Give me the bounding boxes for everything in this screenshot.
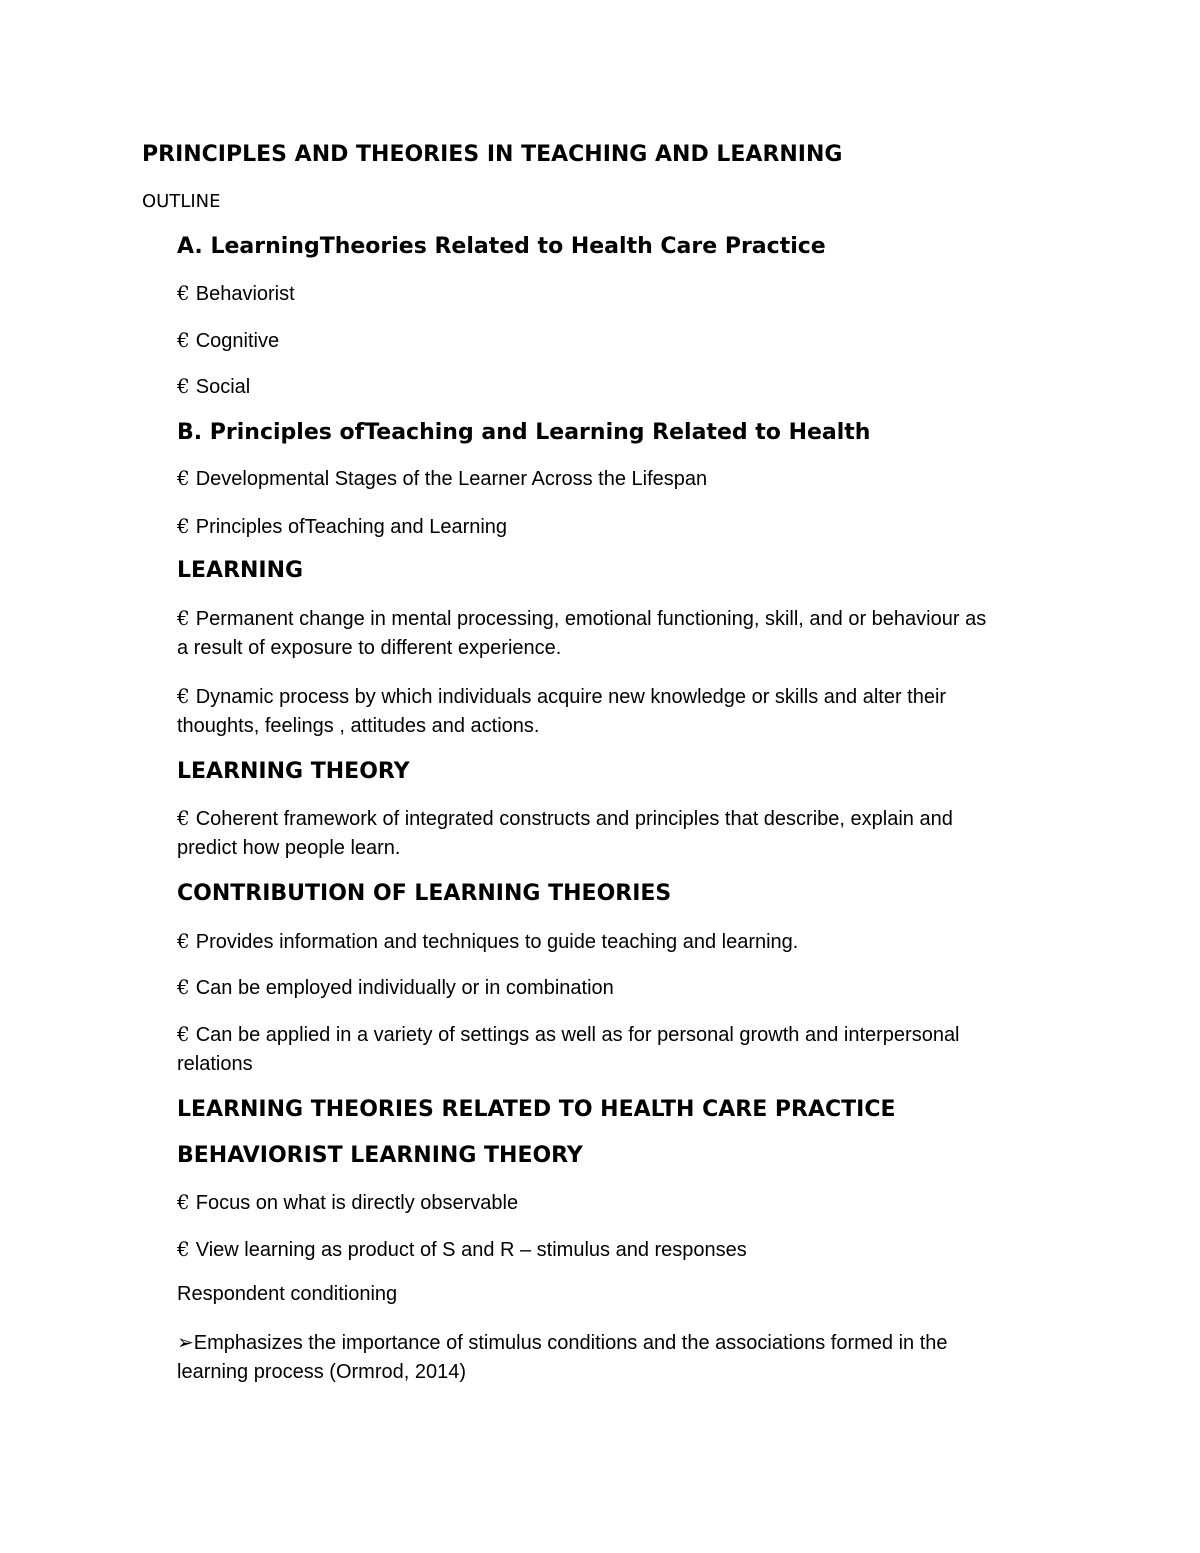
list-item-continuation: a result of exposure to different experience. (177, 637, 562, 659)
arrow-icon: ➢ (177, 1332, 194, 1354)
arrow-item-continuation: learning process (Ormrod, 2014) (177, 1361, 467, 1383)
bullet-icon: € (177, 684, 190, 708)
bullet-icon: € (177, 514, 190, 538)
list-item (177, 1237, 747, 1262)
bullet-icon: € (177, 466, 190, 490)
list-item-text: Focus on what is directly observable (195, 1192, 519, 1214)
list-item (177, 806, 953, 831)
list-item-text: Developmental Stages of the Learner Across the Lifespan (195, 468, 708, 490)
learning-theory-heading: LEARNING THEORY (177, 759, 410, 784)
list-item-text: Can be employed individually or in combination (195, 977, 614, 999)
list-item-text: Cognitive (195, 330, 280, 352)
bullet-icon: € (177, 806, 190, 830)
list-item (177, 374, 250, 399)
bullet-icon: € (177, 975, 190, 999)
related-theories-heading: LEARNING THEORIES RELATED TO HEALTH CARE PRACTICE (177, 1097, 896, 1122)
arrow-item (177, 1330, 948, 1355)
bullet-icon: € (177, 1022, 190, 1046)
list-item (177, 606, 986, 631)
outline-label: OUTLINE (142, 191, 221, 212)
respondent-conditioning-label: Respondent conditioning (177, 1283, 398, 1305)
arrow-item-text: Emphasizes the importance of stimulus conditions and the associations formed in the (193, 1332, 948, 1354)
bullet-icon: € (177, 1237, 190, 1261)
list-item-text: View learning as product of S and R – stimulus and responses (195, 1239, 747, 1261)
list-item-text: Social (195, 376, 251, 398)
list-item-text: Provides information and techniques to guide teaching and learning. (195, 931, 799, 953)
list-item (177, 281, 295, 306)
list-item-text: Dynamic process by which individuals acquire new knowledge or skills and alter their (195, 686, 947, 708)
list-item-continuation: predict how people learn. (177, 837, 401, 859)
document-title: PRINCIPLES AND THEORIES IN TEACHING AND LEARNING (142, 142, 843, 167)
bullet-icon: € (177, 281, 190, 305)
section-a-heading: A. LearningTheories Related to Health Care Practice (177, 234, 826, 259)
list-item (177, 975, 614, 1000)
bullet-icon: € (177, 929, 190, 953)
list-item-text: Can be applied in a variety of settings as well as for personal growth and interpersonal (195, 1024, 960, 1046)
learning-heading: LEARNING (177, 558, 304, 583)
list-item-text: Coherent framework of integrated constructs and principles that describe, explain and (195, 808, 953, 830)
list-item (177, 466, 707, 491)
list-item-continuation: thoughts, feelings , attitudes and actions. (177, 715, 540, 737)
section-b-heading: B. Principles ofTeaching and Learning Related to Health (177, 420, 871, 445)
bullet-icon: € (177, 606, 190, 630)
list-item (177, 1190, 518, 1215)
list-item (177, 684, 946, 709)
list-item (177, 328, 279, 353)
list-item (177, 514, 507, 539)
contribution-heading: CONTRIBUTION OF LEARNING THEORIES (177, 881, 672, 906)
list-item-text: Principles ofTeaching and Learning (195, 516, 508, 538)
list-item-text: Permanent change in mental processing, emotional functioning, skill, and or behaviour as (195, 608, 987, 630)
list-item-continuation: relations (177, 1053, 253, 1075)
bullet-icon: € (177, 1190, 190, 1214)
bullet-icon: € (177, 374, 190, 398)
behaviorist-heading: BEHAVIORIST LEARNING THEORY (177, 1143, 583, 1168)
list-item (177, 1022, 960, 1047)
list-item-text: Behaviorist (195, 283, 295, 305)
bullet-icon: € (177, 328, 190, 352)
list-item (177, 929, 798, 954)
